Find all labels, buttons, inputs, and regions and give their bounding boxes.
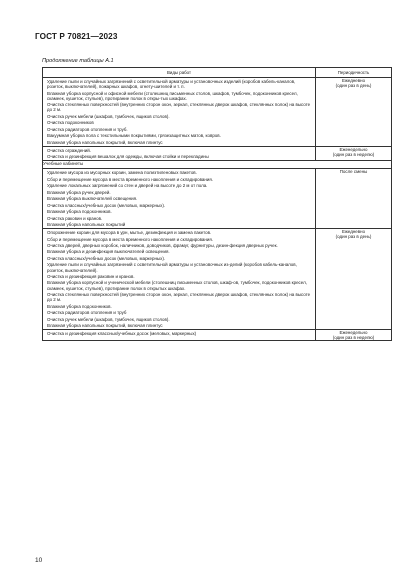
periodicity-cell [316,78,392,147]
page-number: 10 [35,557,43,564]
work-item: Очистка радиаторов отопления и труб [47,310,127,316]
periodicity-cell [316,330,392,341]
work-item: Влажная уборка подоконников. [47,303,112,309]
work-item: Очистка раковин и кранов. [47,215,103,221]
periodicity-value: После смены [339,169,368,175]
periodicity-cell [316,169,392,229]
cleaning-schedule-table [42,67,392,341]
work-types-cell [43,330,316,341]
periodicity-value: Еженедельно [339,146,368,152]
work-item: Влажная уборка корпусной и ученической мебели (столешниц письменных столов, шкаф-ов, тумбочек, подоконников кресел, скамеек, кушеток, стульев), протирание полок в открытых шкафах. [47,280,307,291]
work-item: Очистка и дезинфекция классных/учебных досок (меловых, маркерных) [47,331,197,337]
periodicity-note: (один раз в неделю) [332,335,375,341]
work-item: Удаление пыли и случайных загрязнений с осветительной арматуры и установочных изделий (коробов кабель-каналов, розеток, выключателей), пожарных шкафов, огнету-шителей и т. п. [47,79,296,90]
work-item: Сбор и перемещение мусора в места временного накопления и складирования. [47,236,213,242]
work-types-cell [43,78,316,147]
column-header-work-types: Виды работ [43,68,316,78]
periodicity-note: (один раз в день) [335,234,372,240]
work-item: Влажная уборка ручек дверей. [47,189,111,195]
periodicity-note: (один раз в неделю) [332,151,375,157]
section-row [43,161,392,169]
periodicity-note: (один раз в день) [335,83,372,89]
work-item: Очистка стеклянных поверхностей (внутренних сторон окон, зеркал, стеклянных дверок шкафов, стеклянных полок) на высоте до 2 м. [47,102,311,113]
work-item: Очистка и дезинфекция вешалок для одежды, включая стойки и перекладины [47,154,209,160]
work-item: Влажная уборка напольных покрытий [47,221,126,227]
periodicity-cell [316,146,392,161]
work-item: Влажная уборка напольных покрытий, включая плинтус [47,139,163,145]
work-item: Очистка стеклянных поверхностей (внутренних сторон окон, зеркал, стеклянных дверок шкафов, стеклянных полок) на высоте до 2 м. [47,292,311,303]
table-row [43,146,392,161]
table-row [43,78,392,147]
periodicity-value: Ежедневно [341,229,366,235]
table-continuation-caption: Продолжение таблицы А.1 [42,58,114,64]
work-types-cell [43,229,316,330]
work-item: Удаление локальных загрязнений со стен и дверей на высоте до 2 м от пола. [47,183,208,189]
table-row [43,169,392,229]
table-row [43,229,392,330]
work-item: Очистка ограждений. [47,147,91,153]
work-item: Влажная уборка выключателей освещения. [47,196,138,202]
work-item: Очистка классных/учебных досок (меловых, маркерных). [47,255,166,261]
work-item: Сбор и перемещение мусора в места временного накопления и складирования. [47,176,213,182]
section-title: Учебные кабинеты [43,161,392,169]
table-row [43,330,392,341]
work-item: Очистка ручек мебели (шкафов, тумбочек, ящиков столов). [47,113,170,119]
work-item: Влажная уборка и дезинфекция выключателей освещения. [47,249,170,255]
work-item: Очистка подоконников [47,120,94,126]
work-item: Удаление пыли и случайных загрязнений с осветительной арматуры и установочных из-делий (коробов кабель-каналов, розеток, выключателей). [47,262,297,273]
table-header-row [43,68,392,78]
work-item: Очистка и дезинфекция раковин и кранов. [47,273,135,279]
work-types-cell [43,169,316,229]
work-item: Очистка классных/учебных досок (меловых, маркерных). [47,202,166,208]
work-item: Влажная уборка корпусной и офисной мебели (столешниц письменных столов, шкафов, тумбочек, подоконников кресел, скамеек, кушеток, стульев), протирание полок в откры-тых шкафах. [47,90,298,101]
work-item: Очистка ручек мебели (шкафов, тумбочек, ящиков столов). [47,316,170,322]
column-header-periodicity: Периодичность [316,68,392,78]
periodicity-value: Ежедневно [341,78,366,83]
work-item: Удаление мусора из мусорных корзин, замена полиэтиленовых пакетов. [47,170,197,176]
work-item: Вакуумная уборка пола с текстильными покрытиями, грязезащитных матов, ковров. [47,133,221,139]
work-item: Опорожнение корзин для мусора в урн, мытье, дезинфекция и замена пакетов. [47,230,212,236]
work-item: Влажная уборка подоконников. [47,209,112,215]
document-header: ГОСТ Р 70821—2023 [35,32,118,41]
work-types-cell [43,146,316,161]
periodicity-cell [316,229,392,330]
work-item: Влажная уборка напольных покрытий, включая плинтус [47,322,163,328]
work-item: Очистка радиаторов отопления и труб. [47,126,128,132]
work-item: Очистка дверей, дверных коробок, наличников, доводчиков, фрамуг, фурнитуры, дезин-фекция дверных ручек. [47,243,278,248]
periodicity-value: Еженедельно [339,330,368,336]
